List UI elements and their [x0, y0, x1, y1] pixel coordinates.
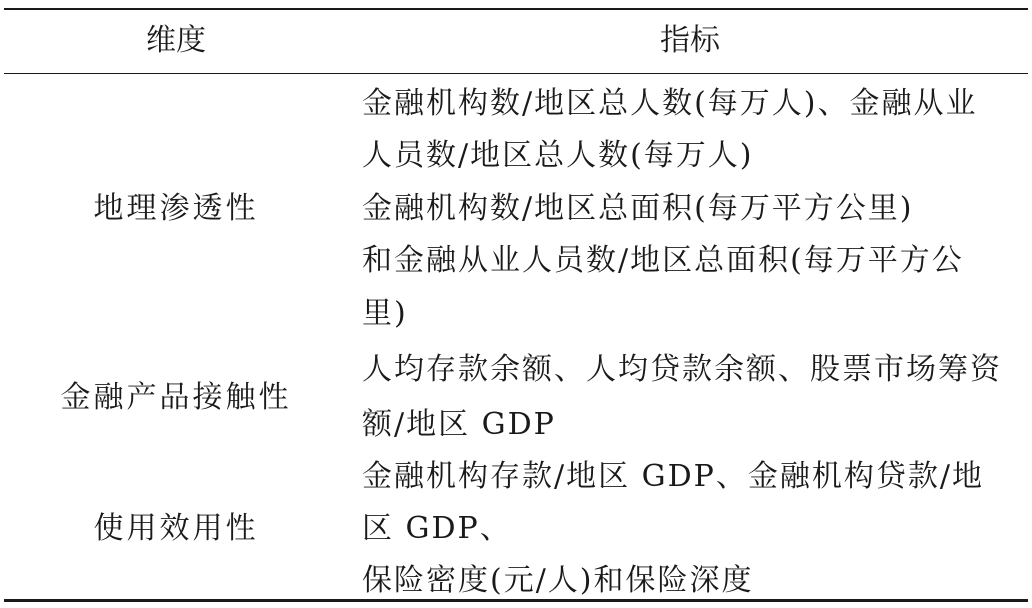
row-geographic-penetration-line-5: 里): [362, 296, 408, 331]
column-header-indicators: 指标: [660, 23, 720, 58]
table-bottom-rule: [4, 599, 1028, 602]
row-usage-utility-dimension: 使用效用性: [93, 511, 259, 546]
row-geographic-penetration-dimension: 地理渗透性: [93, 191, 259, 226]
table-top-rule: [4, 8, 1028, 10]
row-geographic-penetration-line-2: 人员数/地区总人数(每万人): [362, 138, 754, 173]
column-header-dimension: 维度: [146, 23, 206, 58]
row-usage-utility-line-1: 金融机构存款/地区 GDP、金融机构贷款/地: [362, 459, 984, 494]
row-product-accessibility-dimension: 金融产品接触性: [60, 380, 292, 415]
row-geographic-penetration-line-4: 和金融从业人员数/地区总面积(每万平方公: [362, 243, 964, 278]
row-geographic-penetration-line-3: 金融机构数/地区总面积(每万平方公里): [362, 191, 914, 226]
header-divider-rule: [4, 73, 1028, 74]
row-product-accessibility-line-1: 人均存款余额、人均贷款余额、股票市场筹资: [362, 352, 1002, 387]
row-geographic-penetration-line-1: 金融机构数/地区总人数(每万人)、金融从业: [362, 86, 978, 121]
row-usage-utility-line-2: 区 GDP、: [362, 511, 512, 546]
row-product-accessibility-line-2: 额/地区 GDP: [362, 407, 556, 442]
row-usage-utility-line-3: 保险密度(元/人)和保险深度: [362, 563, 754, 598]
